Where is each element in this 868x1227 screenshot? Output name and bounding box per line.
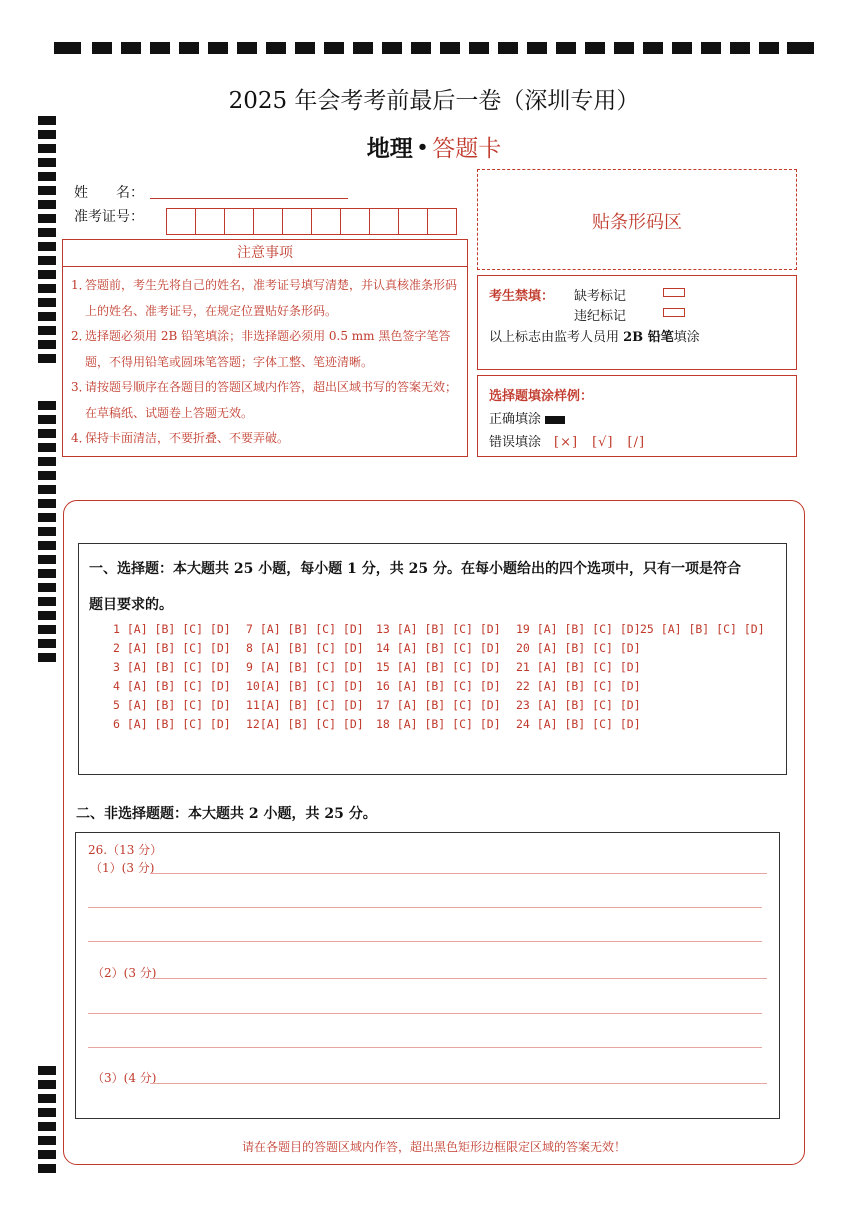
choice-row[interactable]: 10[A] [B] [C] [D] [246, 679, 364, 693]
timing-mark [38, 1108, 56, 1117]
choice-row[interactable]: 25 [A] [B] [C] [D] [640, 622, 765, 636]
separator-dot: • [416, 137, 429, 158]
multiple-choice-section [78, 543, 787, 775]
timing-mark [324, 42, 344, 54]
answer-line[interactable] [150, 978, 767, 979]
timing-mark [54, 42, 81, 54]
timing-mark [498, 42, 518, 54]
timing-mark [353, 42, 373, 54]
id-digit-box[interactable] [312, 209, 341, 234]
choice-row[interactable]: 13 [A] [B] [C] [D] [376, 622, 501, 636]
question-26-label: 26.（13 分） [88, 843, 163, 857]
answer-line[interactable] [88, 1013, 762, 1014]
timing-mark [469, 42, 489, 54]
id-digit-box[interactable] [167, 209, 196, 234]
timing-mark [38, 1066, 56, 1075]
choice-row[interactable]: 21 [A] [B] [C] [D] [516, 660, 641, 674]
timing-mark [208, 42, 228, 54]
timing-mark [38, 186, 56, 195]
choice-row[interactable]: 9 [A] [B] [C] [D] [246, 660, 364, 674]
timing-mark [38, 653, 56, 662]
fill-example-title: 选择题填涂样例： [489, 389, 594, 404]
choice-row[interactable]: 23 [A] [B] [C] [D] [516, 698, 641, 712]
timing-mark [38, 611, 56, 620]
notice-box [62, 239, 468, 457]
timing-mark [643, 42, 663, 54]
timing-mark [38, 298, 56, 307]
notice-title: 注意事项 [63, 240, 467, 267]
answer-line[interactable] [150, 1083, 767, 1084]
id-digit-box[interactable] [283, 209, 312, 234]
choice-row[interactable]: 7 [A] [B] [C] [D] [246, 622, 364, 636]
timing-mark [38, 457, 56, 466]
notice-item: 1． 答题前，考生先将自己的姓名，准考证号填写清楚，并认真核准条形码上的姓名、准考证号，在规定位置贴好条形码。 [71, 278, 458, 318]
timing-mark [38, 200, 56, 209]
correct-fill-sample [545, 416, 565, 424]
answer-line[interactable] [150, 873, 767, 874]
answer-line[interactable] [88, 1047, 762, 1048]
footer-warning: 请在各题目的答题区域内作答，超出黑色矩形边框限定区域的答案无效！ [241, 1140, 626, 1154]
choice-row[interactable]: 4 [A] [B] [C] [D] [113, 679, 231, 693]
forbidden-note: 以上标志由监考人员用 2B 铅笔填涂 [489, 330, 700, 345]
timing-mark [38, 499, 56, 508]
timing-mark [266, 42, 286, 54]
choice-row[interactable]: 14 [A] [B] [C] [D] [376, 641, 501, 655]
free-response-section [75, 832, 780, 1119]
id-digit-box[interactable] [370, 209, 399, 234]
timing-mark [38, 527, 56, 536]
id-digit-box[interactable] [225, 209, 254, 234]
timing-mark [38, 326, 56, 335]
timing-mark [38, 228, 56, 237]
exam-title: 2025 年会考考前最后一卷（深圳专用） [228, 88, 640, 114]
timing-mark [759, 42, 779, 54]
timing-mark [382, 42, 402, 54]
timing-mark [672, 42, 692, 54]
answer-line[interactable] [88, 941, 762, 942]
violation-mark-box[interactable] [663, 308, 685, 317]
timing-mark [92, 42, 112, 54]
id-digit-box[interactable] [428, 209, 456, 234]
choice-row[interactable]: 22 [A] [B] [C] [D] [516, 679, 641, 693]
section2-title: 二、非选择题题：本大题共 2 小题，共 25 分。 [76, 806, 377, 822]
wrong-fill-samples: [×] [√] [/] [554, 435, 646, 450]
notice-item: 4． 保持卡面清洁，不要折叠、不要弄破。 [71, 431, 290, 445]
timing-mark [440, 42, 460, 54]
timing-mark [38, 242, 56, 251]
id-digit-box[interactable] [254, 209, 283, 234]
timing-mark [38, 639, 56, 648]
timing-mark [38, 1122, 56, 1131]
choice-row[interactable]: 20 [A] [B] [C] [D] [516, 641, 641, 655]
timing-mark [38, 1164, 56, 1173]
timing-mark [614, 42, 634, 54]
forbidden-label: 考生禁填： [489, 289, 555, 304]
timing-mark [38, 401, 56, 410]
answer-line[interactable] [88, 907, 762, 908]
timing-mark [38, 513, 56, 522]
choice-row[interactable]: 8 [A] [B] [C] [D] [246, 641, 364, 655]
timing-mark [237, 42, 257, 54]
fill-example-panel [477, 375, 797, 457]
timing-mark [38, 354, 56, 363]
timing-mark [38, 415, 56, 424]
timing-mark [38, 172, 56, 181]
timing-mark [38, 541, 56, 550]
forbidden-panel [477, 275, 797, 370]
timing-mark [38, 270, 56, 279]
choice-row[interactable]: 6 [A] [B] [C] [D] [113, 717, 231, 731]
section1-instruction-line1: 一、选择题：本大题共 25 小题，每小题 1 分，共 25 分。在每小题给出的四个选项中，只有一项是符合 [89, 561, 741, 577]
notice-item: 3． 请按题号顺序在各题目的答题区域内作答，超出区域书写的答案无效；在草稿纸、试题卷上答题无效。 [71, 380, 458, 420]
choice-row[interactable]: 11[A] [B] [C] [D] [246, 698, 364, 712]
choice-row[interactable]: 1 [A] [B] [C] [D] [113, 622, 231, 636]
top-timing-marks [54, 42, 814, 56]
choice-row[interactable]: 2 [A] [B] [C] [D] [113, 641, 231, 655]
name-field[interactable] [150, 198, 348, 199]
timing-mark [38, 569, 56, 578]
timing-mark [38, 214, 56, 223]
choice-row[interactable]: 3 [A] [B] [C] [D] [113, 660, 231, 674]
name-label: 姓 名： [74, 185, 144, 201]
timing-mark [38, 1080, 56, 1089]
violation-label: 违纪标记 [574, 309, 627, 324]
barcode-label: 贴条形码区 [592, 212, 682, 233]
timing-mark [38, 471, 56, 480]
choice-row[interactable]: 18 [A] [B] [C] [D] [376, 717, 501, 731]
correct-fill-label: 正确填涂 [489, 412, 542, 427]
timing-mark [150, 42, 170, 54]
timing-mark [38, 256, 56, 265]
timing-mark [38, 485, 56, 494]
id-label: 准考证号： [74, 209, 144, 225]
choice-row[interactable]: 12[A] [B] [C] [D] [246, 717, 364, 731]
subject-name: 地理 [366, 135, 413, 162]
timing-mark [38, 597, 56, 606]
card-label: 答题卡 [432, 136, 502, 162]
timing-mark [730, 42, 750, 54]
timing-mark [38, 1094, 56, 1103]
absent-label: 缺考标记 [574, 289, 627, 304]
choice-row[interactable]: 15 [A] [B] [C] [D] [376, 660, 501, 674]
choice-row[interactable]: 16 [A] [B] [C] [D] [376, 679, 501, 693]
barcode-area [477, 169, 797, 270]
timing-mark [527, 42, 547, 54]
id-number-boxes[interactable] [166, 208, 457, 235]
timing-mark [295, 42, 315, 54]
timing-mark [701, 42, 721, 54]
id-digit-box[interactable] [341, 209, 370, 234]
choice-row[interactable]: 5 [A] [B] [C] [D] [113, 698, 231, 712]
notice-item: 2． 选择题必须用 2B 铅笔填涂；非选择题必须用 0.5 mm 黑色签字笔答题，不得用铅笔或圆珠笔答题；字体工整、笔迹清晰。 [71, 329, 451, 369]
part-3-label: （3）(4 分) [92, 1071, 157, 1085]
absent-mark-box[interactable] [663, 288, 685, 297]
timing-mark [38, 429, 56, 438]
timing-mark [585, 42, 605, 54]
choice-row[interactable]: 24 [A] [B] [C] [D] [516, 717, 641, 731]
id-digit-box[interactable] [196, 209, 225, 234]
choice-row[interactable]: 17 [A] [B] [C] [D] [376, 698, 501, 712]
timing-mark [179, 42, 199, 54]
timing-mark [38, 443, 56, 452]
timing-mark [411, 42, 431, 54]
part-2-label: （2）(3 分) [92, 966, 157, 980]
timing-mark [121, 42, 141, 54]
id-digit-box[interactable] [399, 209, 428, 234]
timing-mark [38, 284, 56, 293]
timing-mark [787, 42, 814, 54]
wrong-fill-label: 错误填涂 [489, 435, 542, 450]
section1-instruction-line2: 题目要求的。 [89, 597, 173, 613]
timing-mark [38, 625, 56, 634]
timing-mark [556, 42, 576, 54]
card-subtitle [0, 130, 868, 163]
part-1-label: （1）(3 分) [90, 861, 155, 875]
timing-mark [38, 340, 56, 349]
timing-mark [38, 583, 56, 592]
timing-mark [38, 312, 56, 321]
choice-row[interactable]: 19 [A] [B] [C] [D] [516, 622, 641, 636]
timing-mark [38, 116, 56, 125]
timing-mark [38, 555, 56, 564]
